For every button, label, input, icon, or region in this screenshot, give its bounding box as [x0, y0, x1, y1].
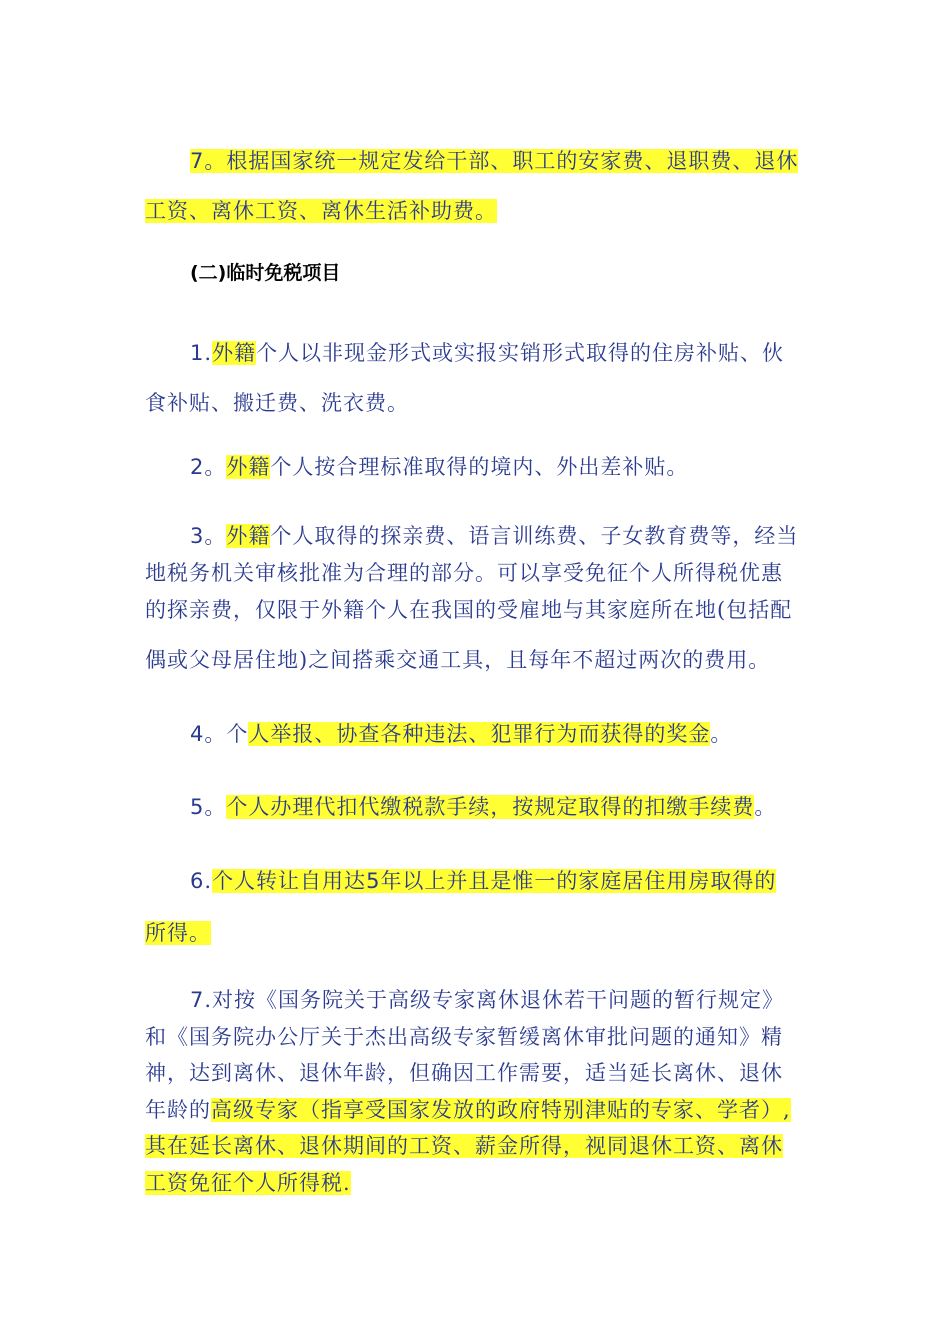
item-number: 7 [190, 988, 205, 1012]
highlighted-text: 个人办理代扣代缴税款手续，按规定取得的扣缴手续费 [226, 795, 755, 819]
highlighted-text: 其在延长离休、退休期间的工资、薪金所得，视同退休工资、离休 [145, 1134, 783, 1158]
paragraph-text: 个人以非现金形式或实报实销形式取得的住房补贴、伙 [256, 341, 785, 365]
paragraph-text: 个人取得的探亲费、语言训练费、子女教育费等，经当 [270, 524, 799, 548]
highlighted-text: 个人转让自用达 [212, 869, 367, 893]
paragraph-temp-item-3: 3。外籍个人取得的探亲费、语言训练费、子女教育费等，经当 地税务机关审核批准为合理的部分。可以享受免征个人所得税优惠 的探亲费，仅限于外籍个人在我国的受雇地与其家庭所在地(包括配 偶或父母居住地)之间搭乘交通工具，且每年不超过两次的费用。 [145, 518, 810, 679]
highlighted-text: 工资免征个人所得税. [145, 1170, 351, 1195]
highlighted-text: 外籍 [212, 341, 257, 365]
paragraph-temp-item-7: 7.对按《国务院关于高级专家离休退休若干问题的暂行规定》 和《国务院办公厅关于杰出高级专家暂缓离休审批问题的通知》精 神，达到离休、退休年龄，但确因工作需要，适当延长离休、退休 年龄的高级专家（指享受国家发放的政府特别津贴的专家、学者）, 其在延长离休、退休期间的工资、薪金所得，视同退休工资、离休 工资免征个人所得税. [145, 982, 810, 1201]
paragraph-text: 的探亲费，仅限于外籍个人在我国的受雇地与其家庭所在地(包括配 [145, 598, 793, 622]
paragraph-temp-item-4: 4。个人举报、协查各种违法、犯罪行为而获得的奖金。 [190, 722, 733, 746]
paragraph-text: 地税务机关审核批准为合理的部分。可以享受免征个人所得税优惠 [145, 561, 783, 585]
paragraph-temp-item-1: 1.外籍个人以非现金形式或实报实销形式取得的住房补贴、伙 食补贴、搬迁费、洗衣费。 [145, 328, 810, 428]
paragraph-text: 食补贴、搬迁费、洗衣费。 [145, 391, 409, 415]
paragraph-text: 和《国务院办公厅关于杰出高级专家暂缓离休审批问题的通知》精 [145, 1024, 783, 1049]
item-number: 4 [190, 722, 205, 746]
highlighted-text: 外籍 [226, 455, 271, 479]
section-heading: (二)临时免税项目 [190, 262, 341, 284]
highlighted-text: 高级专家（指享受国家发放的政府特别津贴的专家、学者）, [211, 1097, 791, 1122]
item-number: 3 [190, 524, 205, 548]
item-number: 7 [190, 149, 205, 173]
paragraph-temp-item-2: 2。外籍个人按合理标准取得的境内、外出差补贴。 [190, 455, 689, 479]
paragraph-temp-item-5: 5。个人办理代扣代缴税款手续，按规定取得的扣缴手续费。 [190, 795, 777, 819]
highlighted-text: 外籍 [226, 524, 271, 548]
paragraph-text: 神，达到离休、退休年龄，但确因工作需要，适当延长离休、退休 [145, 1061, 783, 1085]
paragraph-text: .对按《国务院关于高级专家离休退休若干问题的暂行规定》 [204, 988, 785, 1012]
item-number: 1 [190, 341, 205, 365]
paragraph-text: 。根据国家统一规定发给干部、职工的安家费、退职费、退休 [204, 149, 799, 173]
paragraph-temp-item-6: 6.个人转让自用达5年以上并且是惟一的家庭居住用房取得的 所得。 [145, 869, 777, 945]
highlighted-text: 所得。 [145, 921, 211, 945]
item-number: 2 [190, 455, 205, 479]
highlighted-text: 人举报、协查各种违法、犯罪行为而获得的奖金 [248, 722, 711, 746]
item-number: 6 [190, 869, 205, 893]
item-number: 5 [190, 795, 205, 819]
paragraph-item-7-retirement [145, 136, 810, 236]
paragraph-text: 偶或父母居住地)之间搭乘交通工具，且每年不超过两次的费用。 [145, 648, 771, 672]
paragraph-text: 工资、离休工资、离休生活补助费。 [145, 199, 497, 223]
paragraph-text: 个人按合理标准取得的境内、外出差补贴。 [270, 455, 689, 479]
